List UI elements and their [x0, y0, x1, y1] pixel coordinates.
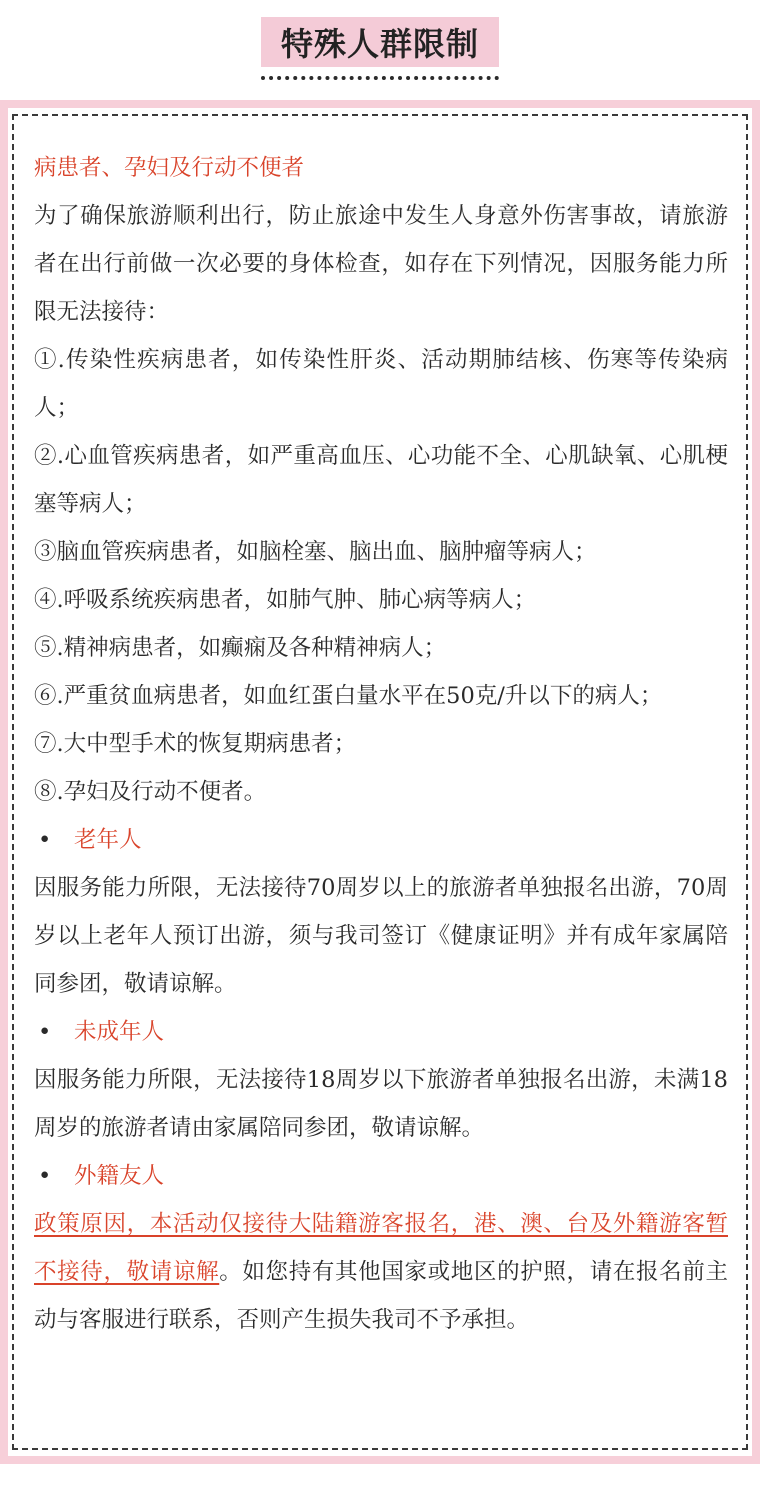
- foreigners-contact-text: 。如您持有其他国家或地区的护照，请在报名前主动与客服进行联系，否则产生损失我司不予承担。: [34, 1259, 728, 1333]
- bullet-icon: •: [38, 1163, 52, 1189]
- list-item: ②.心血管疾病患者，如严重高血压、心功能不全、心肌缺氧、心肌梗塞等病人；: [34, 443, 728, 517]
- list-item: ⑧.孕妇及行动不便者。: [34, 779, 267, 805]
- section-heading-minors: [34, 1008, 728, 1056]
- content-frame: [0, 100, 760, 1464]
- patients-intro: 为了确保旅游顺利出行，防止旅途中发生人身意外伤害事故，请旅游者在出行前做一次必要的身体检查，如存在下列情况，因服务能力所限无法接待：: [34, 203, 728, 325]
- notice-content: [34, 144, 728, 1344]
- foreigners-text: [34, 1200, 728, 1344]
- list-item: ⑦.大中型手术的恢复期病患者；: [34, 731, 357, 757]
- section-heading-elderly: [34, 816, 728, 864]
- list-item: ⑥.严重贫血病患者，如血红蛋白量水平在50克/升以下的病人；: [34, 683, 663, 709]
- list-item: ⑤.精神病患者，如癫痫及各种精神病人；: [34, 635, 447, 661]
- foreigners-heading-label: 外籍友人: [74, 1163, 165, 1189]
- list-item: ④.呼吸系统疾病患者，如肺气肿、肺心病等病人；: [34, 587, 537, 613]
- bullet-icon: •: [38, 827, 52, 853]
- page-title: 特殊人群限制: [261, 17, 499, 67]
- bullet-icon: •: [38, 1019, 52, 1045]
- header: [0, 0, 760, 100]
- content-panel: [8, 108, 752, 1456]
- list-item: ①.传染性疾病患者，如传染性肝炎、活动期肺结核、伤寒等传染病人；: [34, 347, 728, 421]
- title-dotted-underline: [261, 76, 499, 80]
- minors-heading-label: 未成年人: [74, 1019, 165, 1045]
- list-item: ③脑血管疾病患者，如脑栓塞、脑出血、脑肿瘤等病人；: [34, 539, 597, 565]
- section-heading-foreigners: [34, 1152, 728, 1200]
- elderly-text: 因服务能力所限，无法接待70周岁以上的旅游者单独报名出游，70周岁以上老年人预订出游，须与我司签订《健康证明》并有成年家属陪同参团，敬请谅解。: [34, 875, 728, 997]
- elderly-heading-label: 老年人: [74, 827, 142, 853]
- section-heading-patients: 病患者、孕妇及行动不便者: [34, 155, 305, 181]
- foreigners-policy-highlight: 政策原因，本活动仅接待大陆籍游客报名，港、澳、台及外籍游客暂不接待，敬请谅解: [34, 1211, 728, 1285]
- minors-text: 因服务能力所限，无法接待18周岁以下旅游者单独报名出游，未满18周岁的旅游者请由家属陪同参团，敬请谅解。: [34, 1067, 728, 1141]
